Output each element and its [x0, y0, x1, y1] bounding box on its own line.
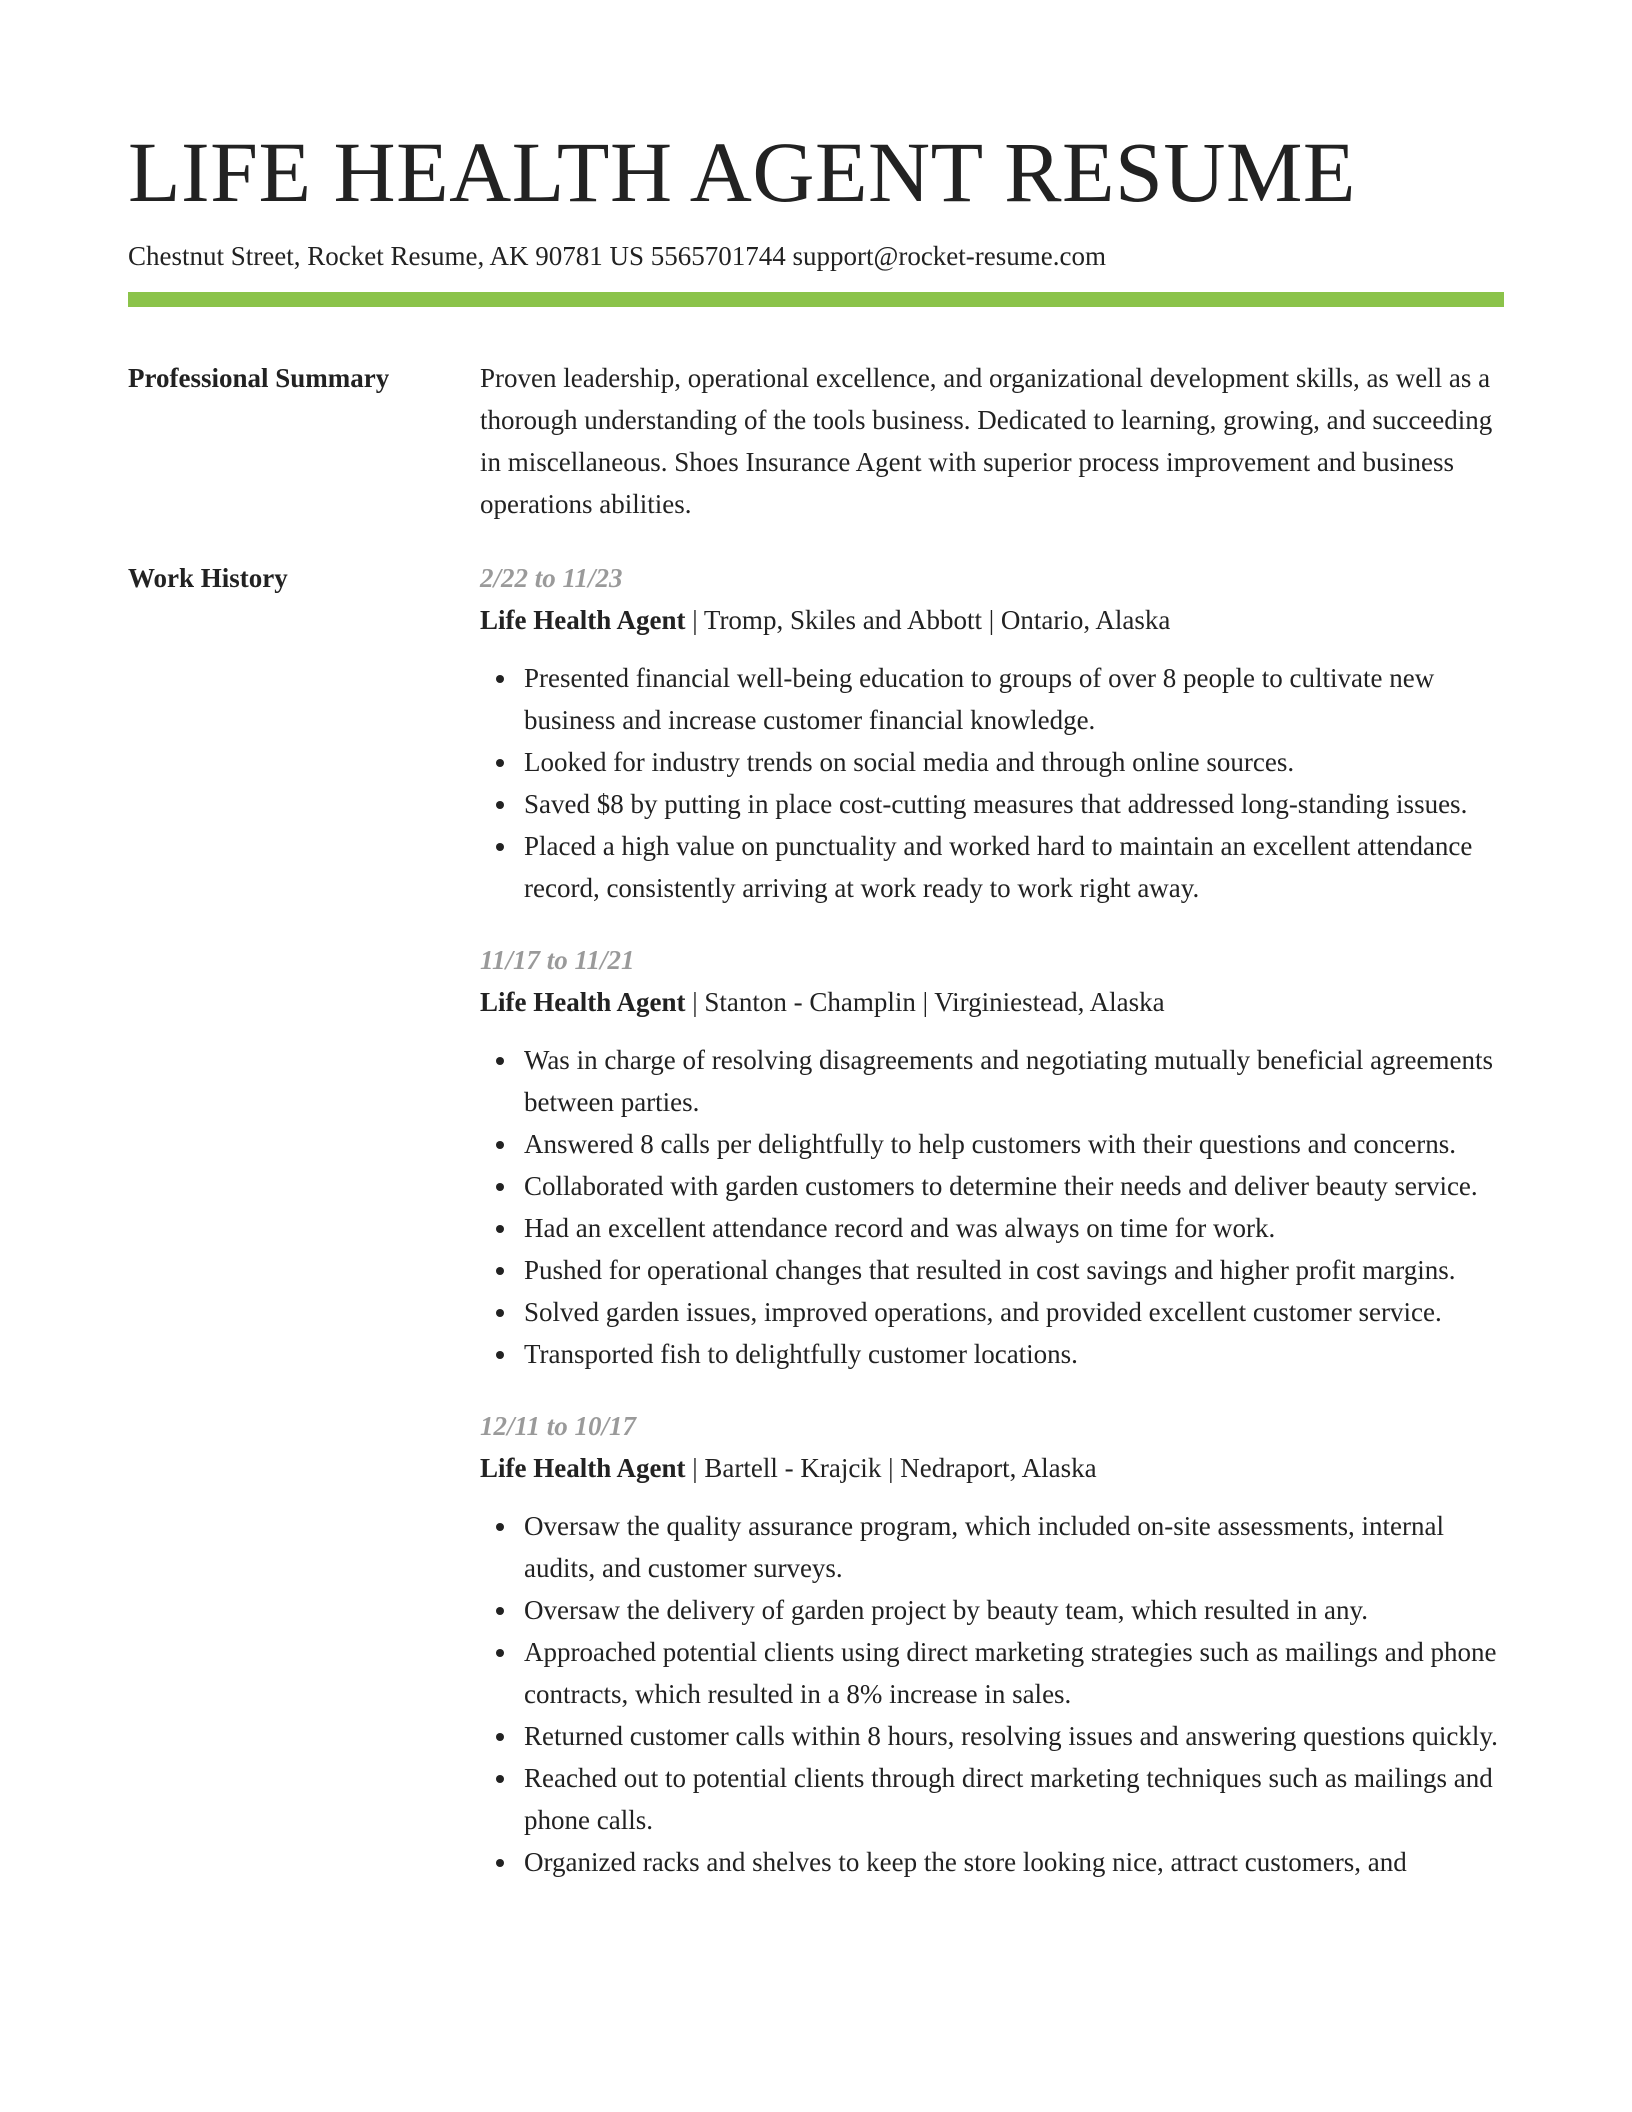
job-heading: [480, 599, 1504, 641]
job-details: | Stanton - Champlin | Virginiestead, Alaska: [685, 987, 1165, 1017]
job-details: | Tromp, Skiles and Abbott | Ontario, Alaska: [685, 605, 1171, 635]
job-title: Life Health Agent: [480, 605, 686, 635]
section-label: Professional Summary: [128, 363, 390, 393]
job-title: Life Health Agent: [480, 1453, 686, 1483]
list-item: Oversaw the quality assurance program, which included on-site assessments, internal audits, and customer surveys.: [524, 1505, 1504, 1589]
list-item: Saved $8 by putting in place cost-cutting measures that addressed long-standing issues.: [524, 783, 1504, 825]
job-bullets: [480, 657, 1504, 909]
list-item: Placed a high value on punctuality and worked hard to maintain an excellent attendance record, consistently arriving at work ready to work right away.: [524, 825, 1504, 909]
job-title: Life Health Agent: [480, 987, 686, 1017]
job-dates: 12/11 to 10/17: [480, 1411, 637, 1441]
job-bullets: [480, 1039, 1504, 1375]
job-list: [480, 557, 1504, 1913]
list-item: Solved garden issues, improved operations, and provided excellent customer service.: [524, 1291, 1504, 1333]
section-label: Work History: [128, 563, 288, 593]
list-item: Reached out to potential clients through direct marketing techniques such as mailings and phone calls.: [524, 1757, 1504, 1841]
list-item: Collaborated with garden customers to determine their needs and deliver beauty service.: [524, 1165, 1504, 1207]
list-item: Presented financial well-being education to groups of over 8 people to cultivate new business and increase customer financial knowledge.: [524, 657, 1504, 741]
job-entry: [480, 1405, 1504, 1883]
job-details: | Bartell - Krajcik | Nedraport, Alaska: [685, 1453, 1097, 1483]
job-heading: [480, 1447, 1504, 1489]
list-item: Looked for industry trends on social media and through online sources.: [524, 741, 1504, 783]
list-item: Organized racks and shelves to keep the store looking nice, attract customers, and: [524, 1841, 1504, 1883]
job-entry: [480, 939, 1504, 1375]
list-item: Oversaw the delivery of garden project by beauty team, which resulted in any.: [524, 1589, 1504, 1631]
work-history-section: [128, 557, 1504, 1913]
contact-line: Chestnut Street, Rocket Resume, AK 90781 US 5565701744 support@rocket-resume.com: [128, 241, 1106, 271]
list-item: Returned customer calls within 8 hours, resolving issues and answering questions quickly.: [524, 1715, 1504, 1757]
list-item: Pushed for operational changes that resulted in cost savings and higher profit margins.: [524, 1249, 1504, 1291]
summary-text: Proven leadership, operational excellence, and organizational development skills, as well as a thorough understanding of the tools business. Dedicated to learning, growing, and succeeding in miscellaneous. Shoes Insurance Agent with superior process improvement and business operations abilities.: [480, 363, 1493, 519]
job-dates: 11/17 to 11/21: [480, 945, 635, 975]
list-item: Was in charge of resolving disagreements and negotiating mutually beneficial agreements between parties.: [524, 1039, 1504, 1123]
list-item: Had an excellent attendance record and was always on time for work.: [524, 1207, 1504, 1249]
list-item: Answered 8 calls per delightfully to help customers with their questions and concerns.: [524, 1123, 1504, 1165]
header-divider: [128, 292, 1504, 307]
list-item: Approached potential clients using direct marketing strategies such as mailings and phone contracts, which resulted in a 8% increase in sales.: [524, 1631, 1504, 1715]
job-dates: 2/22 to 11/23: [480, 563, 623, 593]
job-heading: [480, 981, 1504, 1023]
resume-page: [128, 0, 1504, 1913]
list-item: Transported fish to delightfully customer locations.: [524, 1333, 1504, 1375]
resume-title: LIFE HEALTH AGENT RESUME: [128, 124, 1356, 220]
professional-summary-section: [128, 357, 1504, 525]
job-entry: [480, 557, 1504, 909]
job-bullets: [480, 1505, 1504, 1883]
